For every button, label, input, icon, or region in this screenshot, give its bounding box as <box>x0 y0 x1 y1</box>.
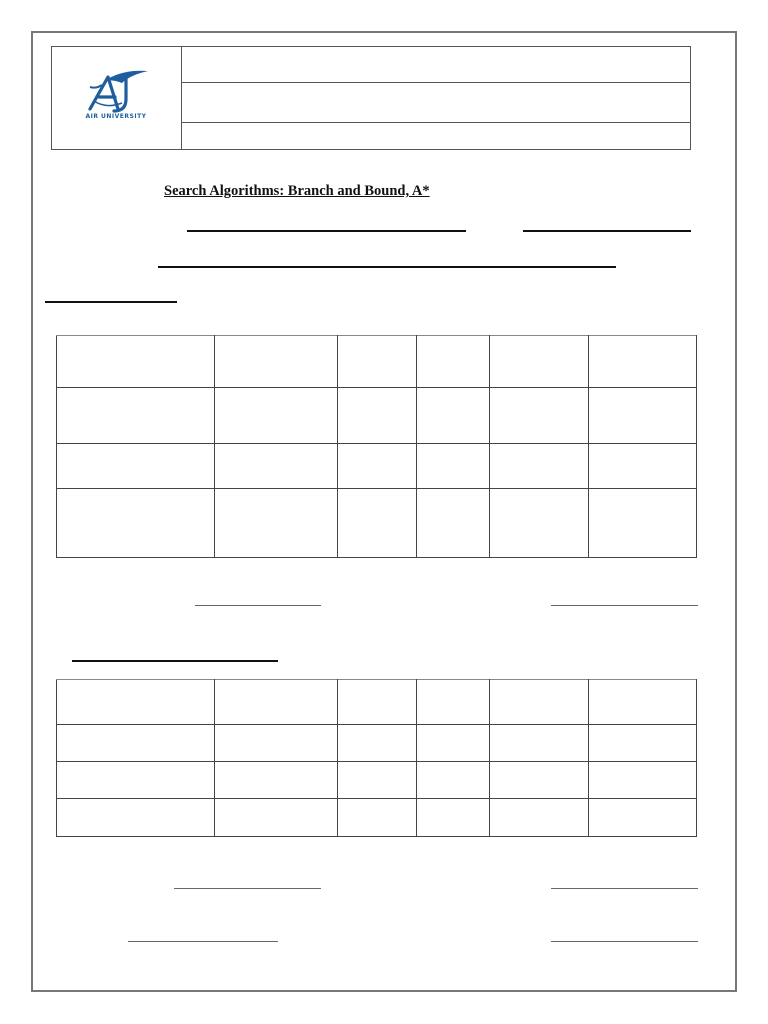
table-row <box>57 444 697 489</box>
table-row <box>57 725 697 762</box>
section-heading-line-2 <box>72 660 278 662</box>
header-logo-cell <box>52 47 182 149</box>
total-line-2b <box>551 888 698 889</box>
class-line <box>158 266 616 268</box>
logo-text: AIR UNIVERSITY <box>85 113 147 120</box>
total-line-2a <box>174 888 321 889</box>
signature-line-a <box>128 941 278 942</box>
marks-table-1 <box>56 335 697 558</box>
name-line <box>187 230 466 232</box>
lab-title: Search Algorithms: Branch and Bound, A* <box>164 183 430 199</box>
total-line-1b <box>551 605 698 606</box>
table-row <box>57 799 697 837</box>
section-heading-line <box>45 301 177 303</box>
total-line-1a <box>195 605 321 606</box>
header-row-1 <box>181 47 690 83</box>
table-row <box>57 336 697 388</box>
id-line <box>523 230 691 232</box>
table-row <box>57 489 697 558</box>
table-row <box>57 388 697 444</box>
marks-table-2 <box>56 679 697 837</box>
header-box <box>51 46 691 150</box>
table-row <box>57 680 697 725</box>
header-row-2 <box>181 82 690 123</box>
table-row <box>57 762 697 799</box>
signature-line-b <box>551 941 698 942</box>
